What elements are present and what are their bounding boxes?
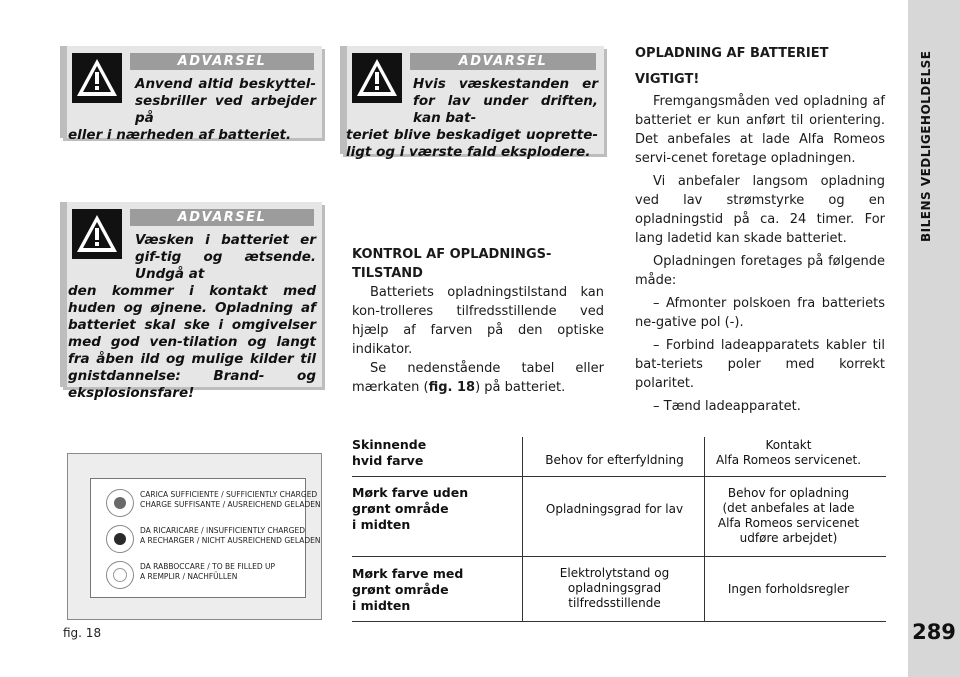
charging-heading: OPLADNING AF BATTERIET xyxy=(635,46,829,61)
indicator-dot-insufficient xyxy=(106,525,134,553)
indicator-dot-refill xyxy=(106,561,134,589)
charging-section xyxy=(635,44,885,416)
table-row-1-state: Skinnende hvid farve xyxy=(352,437,427,468)
charging-paragraph-2: Vi anbefaler langsom opladning ved lav strømstyrke og en opladningstid på ca. 24 timer. For lang ladetid kan skade batteriet. xyxy=(635,174,885,246)
warning-text: Anvend altid beskyttel-sesbriller ved arbejder på eller i nærheden af batteriet. xyxy=(68,76,316,143)
charging-paragraph-3: Opladningen foretages på følgende måde: xyxy=(635,254,885,288)
section-title: BILENS VEDLIGEHOLDELSE xyxy=(919,50,933,242)
table-row-3-action: Ingen forholdsregler xyxy=(727,582,850,596)
warning-text: Væsken i batteriet er gif-tig og ætsende. Undgå at den kommer i kontakt med huden og øjnene. Opladning af batteriet skal ske i omgivelser med god ven-tilation og langt fra åben ild og mulige kilder til gnistdannelse: Brand- og eksplosionsfare! xyxy=(68,232,316,401)
figure-reference-link[interactable]: fig. 18 xyxy=(428,380,476,395)
warning-label: ADVARSEL xyxy=(130,209,314,226)
indicator-dot-charged xyxy=(106,489,134,517)
warning-box-fluid-level xyxy=(340,46,604,160)
table-row-2-meaning: Opladningsgrad for lav xyxy=(545,502,684,516)
figure-caption: fig. 18 xyxy=(63,626,102,640)
warning-label: ADVARSEL xyxy=(130,53,314,70)
control-paragraph-2: Se nedenstående tabel eller mærkaten (fig. 18) på batteriet. xyxy=(352,361,604,395)
warning-label: ADVARSEL xyxy=(410,53,596,70)
table-row-3-meaning: Elektrolytstand og opladningsgrad tilfredsstillende xyxy=(559,566,670,610)
table-row-1-meaning: Behov for efterfyldning xyxy=(545,453,684,467)
charging-step-2: – Forbind ladeapparatets kabler til bat-teriets poler med korrekt polaritet. xyxy=(635,338,885,391)
control-heading: KONTROL AF OPLADNINGS-TILSTAND xyxy=(352,247,552,281)
page-number: 289 xyxy=(912,620,956,644)
charging-paragraph-1: Fremgangsmåden ved opladning af batteriet er kun anført til orientering. Det anbefales at lade Alfa Romeos servi-cenet foretage opladningen. xyxy=(635,94,885,166)
important-label: VIGTIGT! xyxy=(635,72,700,87)
warning-box-acid xyxy=(60,202,322,401)
warning-box-goggles xyxy=(60,46,322,143)
charging-step-3: – Tænd ladeapparatet. xyxy=(653,399,801,414)
indicator-label-panel xyxy=(90,478,321,598)
indicator-label-charged: CARICA SUFFICIENTE / SUFFICIENTLY CHARGED CHARGE SUFFISANTE / AUSREICHEND GELADEN xyxy=(140,490,321,509)
figure-battery-indicator-label xyxy=(67,453,322,620)
charging-step-1: – Afmonter polskoen fra batteriets ne-gative pol (-). xyxy=(635,296,885,330)
indicator-label-insufficient: DA RICARICARE / INSUFFICIENTLY CHARGED A RECHARGER / NICHT AUSREICHEND GELADEN xyxy=(140,526,321,545)
warning-text: Hvis væskestanden er for lav under driften, kan bat- teriet blive beskadiget uoprette-ligt og i værste fald eksplodere. xyxy=(346,76,598,160)
table-row-2-state: Mørk farve uden grønt område i midten xyxy=(352,485,469,532)
indicator-label-refill: DA RABBOCCARE / TO BE FILLED UP A REMPLIR / NACHFÜLLEN xyxy=(140,562,276,581)
control-paragraph-1: Batteriets opladningstilstand kan kon-trolleres tilfredsstillende ved hjælp af farven på den optiske indikator. xyxy=(352,285,604,357)
table-row-3-state: Mørk farve med grønt område i midten xyxy=(352,566,464,613)
control-section xyxy=(352,245,604,397)
table-row-2-action: Behov for opladning (det anbefales at lade Alfa Romeos servicenet udføre arbejdet) xyxy=(717,486,860,545)
table-row-1-action: Kontakt Alfa Romeos servicenet. xyxy=(715,438,862,467)
